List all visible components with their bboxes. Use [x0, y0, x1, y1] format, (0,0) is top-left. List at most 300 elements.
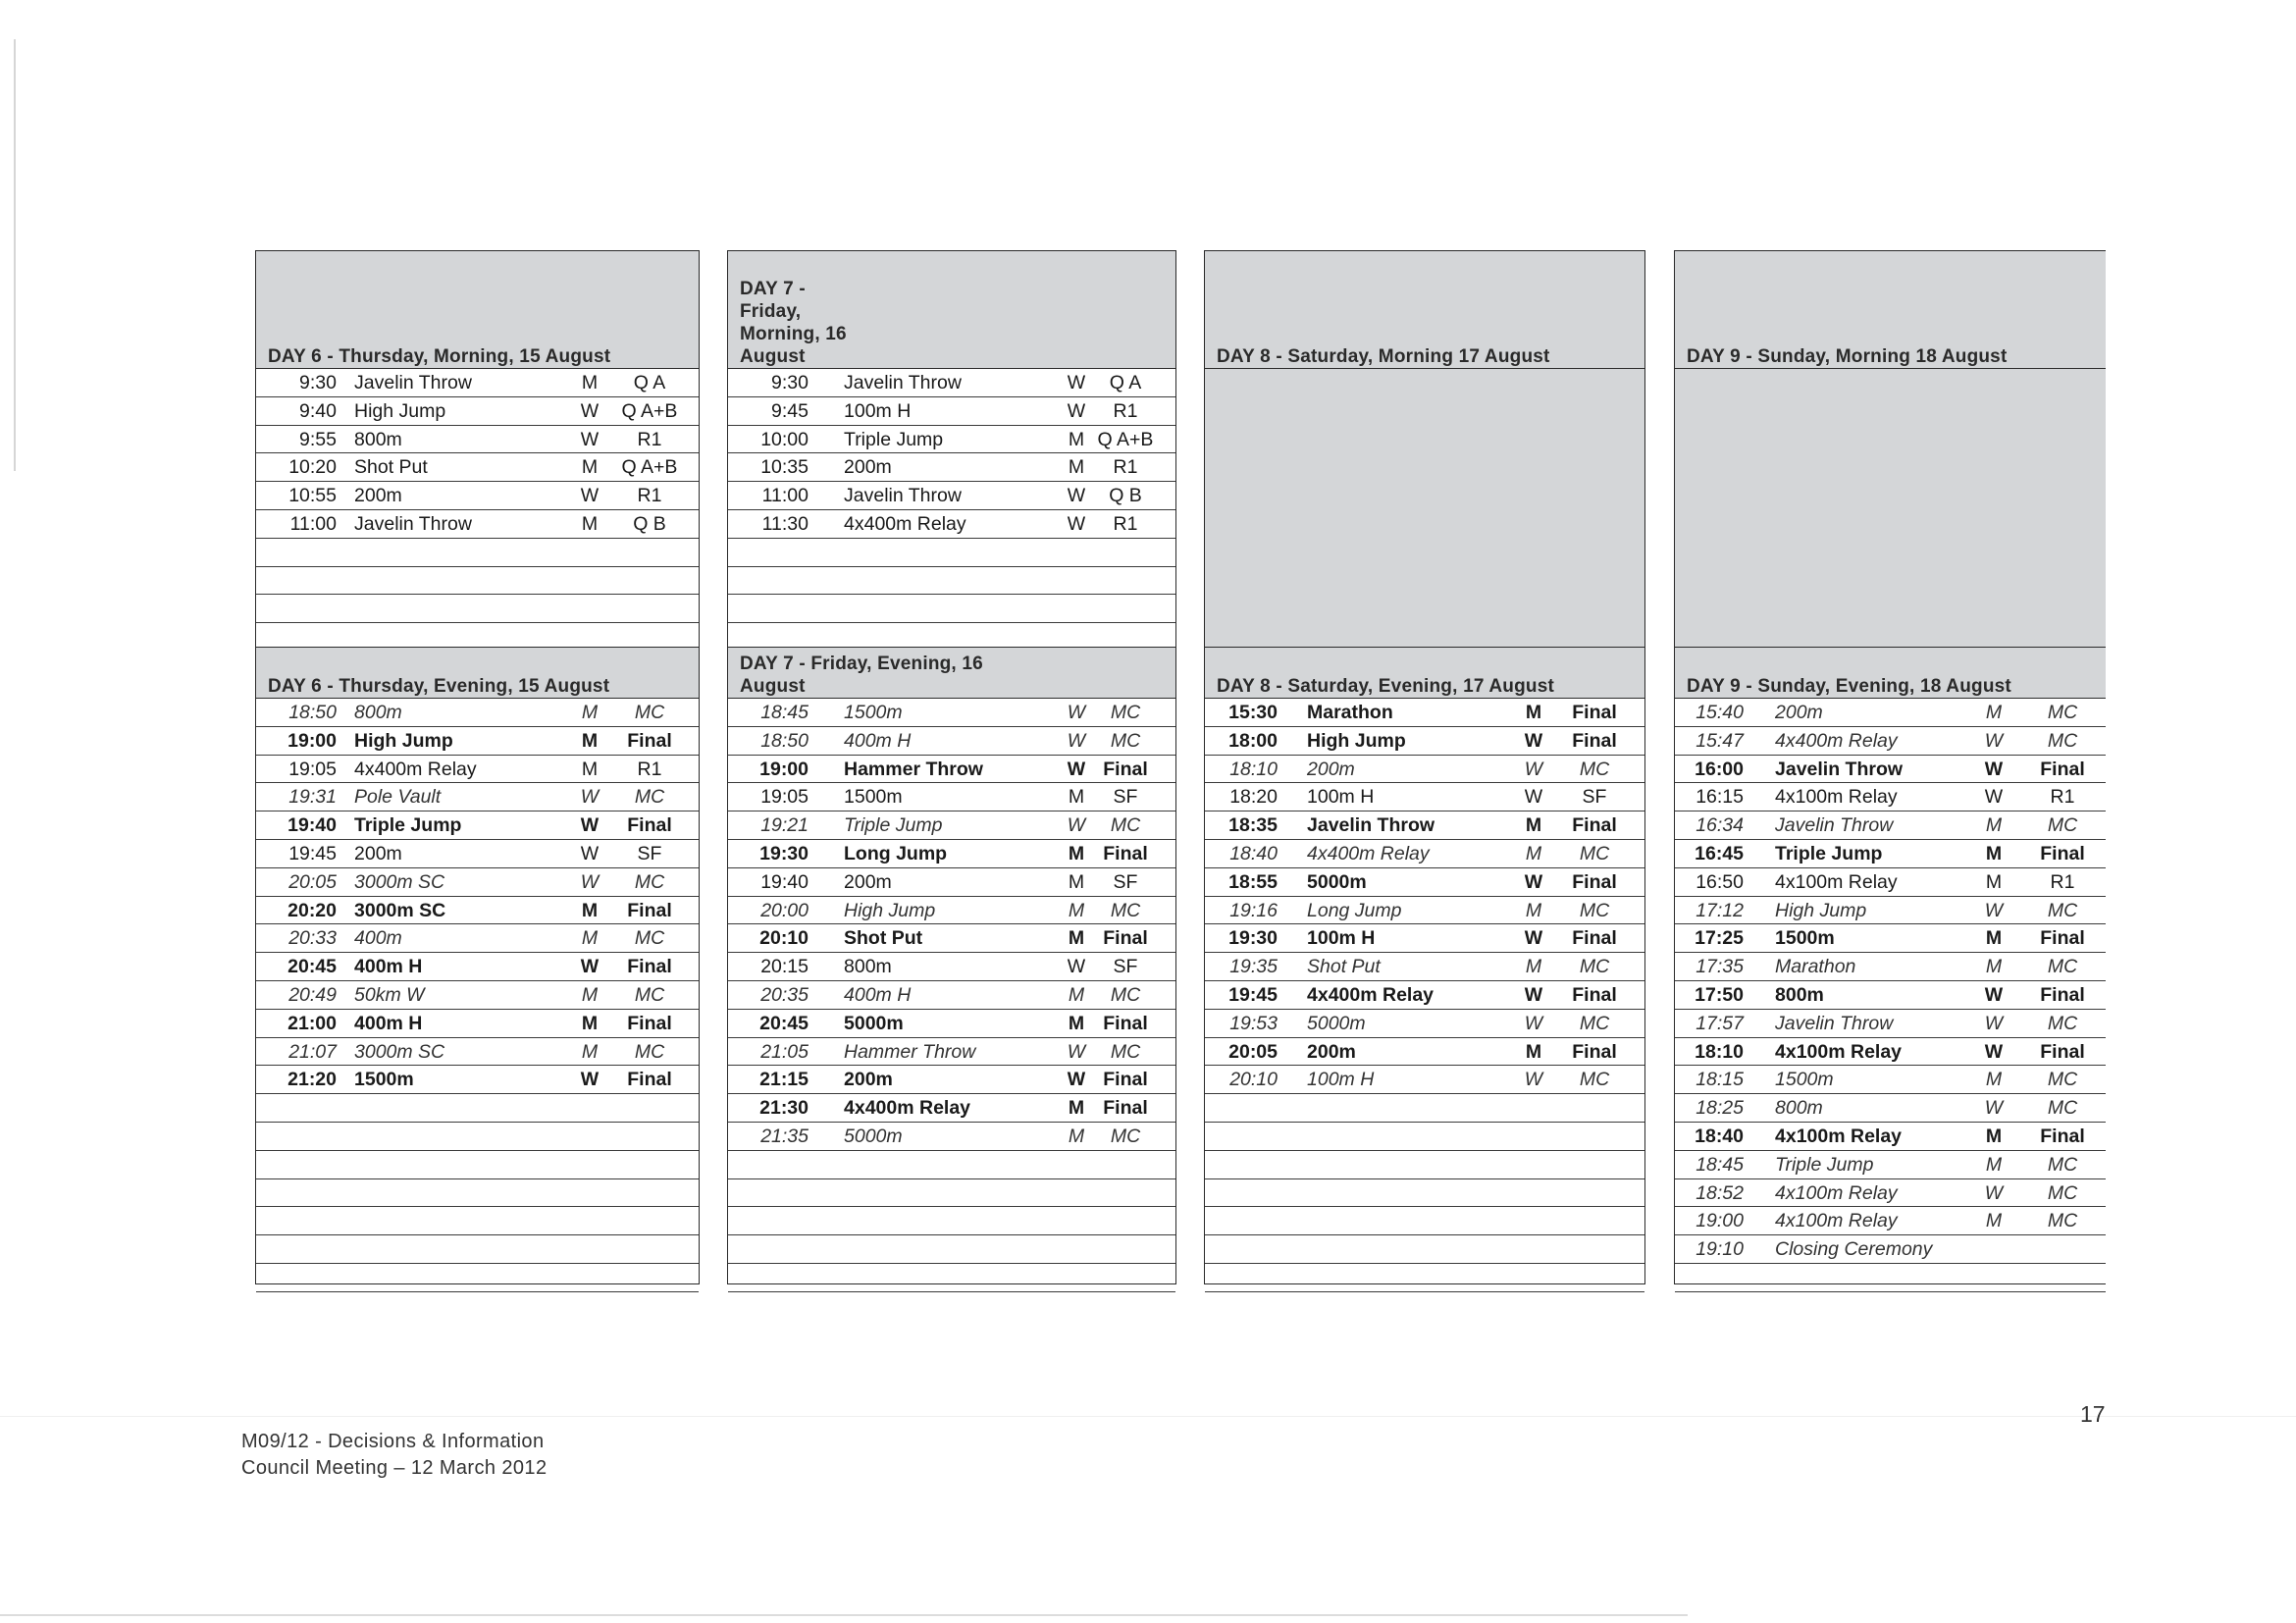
gender-cell: W	[580, 842, 600, 864]
gender-cell: M	[1068, 870, 1085, 893]
event-cell: 4x100m Relay	[1775, 1040, 1903, 1063]
table-body	[1205, 699, 1644, 1292]
gender-cell: W	[1524, 786, 1543, 809]
gender-cell: M	[581, 927, 599, 950]
gender-cell: M	[1985, 842, 2003, 864]
gender-cell: W	[580, 485, 600, 507]
table-row	[728, 426, 1175, 454]
table-header	[1675, 251, 2106, 369]
table-row	[1205, 783, 1644, 812]
round-cell: Final	[1572, 702, 1617, 723]
time-cell: 21:20	[287, 1069, 337, 1091]
event-cell: 200m	[354, 485, 402, 507]
gender-cell: W	[1067, 512, 1086, 535]
footer-meeting: Council Meeting – 12 March 2012	[241, 1457, 548, 1479]
gender-cell: M	[1525, 1040, 1542, 1063]
table-row	[256, 595, 699, 623]
round-cell: Final	[1572, 1040, 1617, 1063]
table-row	[728, 1038, 1175, 1067]
round-cell: Final	[1572, 983, 1617, 1006]
event-cell: 3000m SC	[354, 899, 446, 921]
time-cell: 19:21	[760, 814, 809, 837]
event-cell: 200m	[1307, 1040, 1356, 1063]
event-cell: 400m H	[354, 956, 423, 978]
gender-cell: M	[1068, 786, 1085, 809]
round-cell: Final	[2040, 927, 2085, 950]
table-title: DAY 8 - Saturday, Morning 17 August	[1217, 346, 1550, 367]
table-title: DAY 7 - Friday, Morning, 16 August	[740, 279, 847, 367]
gender-cell: M	[1985, 1210, 2003, 1232]
round-cell: MC	[1110, 899, 1141, 921]
round-cell: SF	[637, 842, 662, 864]
time-cell: 21:15	[759, 1069, 809, 1091]
table-row	[728, 981, 1175, 1010]
event-cell: 200m	[844, 870, 892, 893]
table-row	[256, 1066, 699, 1094]
round-cell: MC	[2047, 1210, 2078, 1232]
round-cell: Final	[2040, 1125, 2085, 1147]
time-cell: 18:20	[1229, 786, 1278, 809]
gender-cell: M	[1525, 814, 1542, 837]
time-cell: 18:50	[288, 702, 337, 723]
round-cell: Q A	[633, 372, 666, 393]
gender-cell: W	[1067, 702, 1086, 723]
time-cell: 21:00	[287, 1012, 337, 1034]
table-row	[256, 868, 699, 897]
time-cell: 19:45	[288, 842, 337, 864]
time-cell: 20:35	[760, 983, 809, 1006]
round-cell: MC	[634, 702, 665, 723]
table-body	[1675, 699, 2106, 1292]
time-cell: 20:15	[760, 956, 809, 978]
table-row	[256, 1038, 699, 1067]
table-row	[256, 699, 699, 727]
gender-cell: M	[1068, 428, 1085, 450]
event-cell: 1500m	[844, 702, 903, 723]
time-cell: 10:00	[760, 428, 809, 450]
table-row	[256, 756, 699, 784]
time-cell: 17:57	[1696, 1012, 1744, 1034]
table-row	[728, 567, 1175, 596]
time-cell: 17:25	[1695, 927, 1744, 950]
gender-cell: M	[1525, 702, 1542, 723]
round-cell: Final	[627, 899, 672, 921]
round-cell: MC	[2047, 956, 2078, 978]
table-row	[728, 783, 1175, 812]
time-cell: 18:10	[1695, 1040, 1744, 1063]
table-row	[1675, 840, 2106, 868]
round-cell: Q B	[1109, 485, 1142, 507]
time-cell: 9:45	[771, 399, 809, 422]
empty-shaded-area	[1205, 369, 1644, 651]
time-cell: 10:55	[288, 485, 337, 507]
round-cell: Final	[1103, 1069, 1148, 1091]
round-cell: Final	[627, 1012, 672, 1034]
table-row	[728, 924, 1175, 953]
time-cell: 11:30	[761, 512, 809, 535]
table-row	[1205, 1235, 1644, 1264]
day-9-morning-table	[1674, 250, 2106, 652]
event-cell: Hammer Throw	[844, 758, 983, 780]
round-cell: MC	[1110, 814, 1141, 837]
gender-cell: W	[1067, 758, 1086, 780]
table-row	[1205, 924, 1644, 953]
round-cell: Final	[1572, 729, 1617, 752]
table-row	[256, 1264, 699, 1292]
table-row	[1205, 1123, 1644, 1151]
table-row	[1205, 1094, 1644, 1123]
time-cell: 21:05	[760, 1040, 809, 1063]
gender-cell: M	[581, 512, 599, 535]
table-row	[728, 453, 1175, 482]
time-cell: 17:12	[1696, 899, 1744, 921]
time-cell: 19:30	[1228, 927, 1278, 950]
table-row	[256, 953, 699, 981]
event-cell: Triple Jump	[1775, 1153, 1874, 1176]
round-cell: Q A+B	[621, 456, 678, 479]
table-title: DAY 8 - Saturday, Evening, 17 August	[1217, 676, 1555, 697]
gender-cell: M	[1068, 1012, 1085, 1034]
table-row	[728, 595, 1175, 623]
event-cell: Shot Put	[1307, 956, 1381, 978]
event-cell: 800m	[354, 702, 402, 723]
day-7-evening-table	[727, 647, 1176, 1284]
gender-cell: W	[1984, 1040, 2004, 1063]
round-cell: MC	[1579, 1012, 1610, 1034]
event-cell: Javelin Throw	[354, 372, 472, 393]
table-row	[728, 756, 1175, 784]
table-body	[256, 369, 699, 652]
table-row	[256, 1179, 699, 1208]
time-cell: 9:55	[299, 428, 337, 450]
event-cell: 1500m	[1775, 1069, 1834, 1091]
event-cell: 800m	[1775, 1097, 1823, 1120]
event-cell: Closing Ceremony	[1775, 1238, 1933, 1261]
time-cell: 11:00	[761, 485, 809, 507]
event-cell: 400m H	[354, 1012, 423, 1034]
gender-cell: M	[1068, 899, 1085, 921]
gender-cell: M	[1068, 1097, 1085, 1120]
round-cell: Final	[2040, 842, 2085, 864]
table-row	[728, 897, 1175, 925]
event-cell: 5000m	[1307, 1012, 1366, 1034]
gender-cell: W	[1984, 786, 2004, 809]
table-row	[1205, 1264, 1644, 1292]
scan-edge-line	[14, 39, 16, 471]
time-cell: 19:00	[287, 729, 337, 752]
event-cell: 4x400m Relay	[1307, 842, 1430, 864]
round-cell: Final	[1103, 1097, 1148, 1120]
round-cell: R1	[637, 758, 662, 780]
event-cell: 400m H	[844, 983, 912, 1006]
gender-cell: W	[1067, 729, 1086, 752]
time-cell: 19:40	[287, 814, 337, 837]
time-cell: 18:40	[1229, 842, 1278, 864]
table-header	[728, 648, 1175, 699]
round-cell: Final	[1103, 758, 1148, 780]
round-cell: MC	[1579, 956, 1610, 978]
event-cell: Triple Jump	[354, 814, 462, 837]
table-header	[1205, 648, 1644, 699]
table-row	[256, 482, 699, 510]
event-cell: 100m H	[1307, 1069, 1375, 1091]
gender-cell: W	[1524, 1069, 1543, 1091]
event-cell: 100m H	[1307, 786, 1375, 809]
time-cell: 19:05	[760, 786, 809, 809]
table-row	[256, 510, 699, 539]
time-cell: 20:33	[288, 927, 337, 950]
round-cell: MC	[1110, 983, 1141, 1006]
table-row	[728, 1179, 1175, 1208]
time-cell: 19:00	[1696, 1210, 1744, 1232]
table-row	[1205, 727, 1644, 756]
gender-cell: W	[1067, 814, 1086, 837]
event-cell: 200m	[1775, 702, 1823, 723]
time-cell: 19:53	[1229, 1012, 1278, 1034]
table-row	[1205, 840, 1644, 868]
gender-cell: W	[1524, 729, 1543, 752]
gender-cell: M	[581, 702, 599, 723]
event-cell: 3000m SC	[354, 870, 445, 893]
time-cell: 18:15	[1696, 1069, 1744, 1091]
event-cell: Triple Jump	[1775, 842, 1883, 864]
table-row	[1675, 699, 2106, 727]
event-cell: Shot Put	[844, 927, 923, 950]
gender-cell: M	[581, 1012, 599, 1034]
time-cell: 15:47	[1696, 729, 1744, 752]
table-row	[1675, 1123, 2106, 1151]
time-cell: 18:00	[1228, 729, 1278, 752]
table-row	[1205, 897, 1644, 925]
footer-reference: M09/12 - Decisions & Information	[241, 1431, 545, 1452]
round-cell: MC	[1110, 702, 1141, 723]
table-row	[728, 510, 1175, 539]
table-header	[1205, 251, 1644, 369]
time-cell: 19:40	[760, 870, 809, 893]
time-cell: 20:20	[287, 899, 337, 921]
event-cell: Marathon	[1307, 702, 1393, 723]
table-title: DAY 6 - Thursday, Morning, 15 August	[268, 346, 611, 367]
table-row	[1675, 812, 2106, 840]
event-cell: Javelin Throw	[844, 485, 962, 507]
time-cell: 18:45	[760, 702, 809, 723]
table-row	[1205, 812, 1644, 840]
table-row	[256, 783, 699, 812]
event-cell: Javelin Throw	[1775, 758, 1904, 780]
time-cell: 18:50	[760, 729, 809, 752]
event-cell: 1500m	[354, 1069, 414, 1091]
time-cell: 15:30	[1228, 702, 1278, 723]
event-cell: 400m	[354, 927, 402, 950]
table-row	[256, 1207, 699, 1235]
round-cell: Final	[1103, 842, 1148, 864]
time-cell: 20:49	[288, 983, 337, 1006]
round-cell: MC	[1579, 758, 1610, 780]
time-cell: 21:07	[288, 1040, 337, 1063]
round-cell: Final	[1572, 814, 1617, 837]
event-cell: Hammer Throw	[844, 1040, 976, 1063]
event-cell: 400m H	[844, 729, 912, 752]
table-row	[1675, 783, 2106, 812]
event-cell: Javelin Throw	[354, 512, 472, 535]
gender-cell: M	[1068, 927, 1085, 950]
round-cell: R1	[637, 428, 662, 450]
time-cell: 19:45	[1228, 983, 1278, 1006]
event-cell: 5000m	[844, 1012, 904, 1034]
gender-cell: M	[581, 729, 599, 752]
table-row	[256, 924, 699, 953]
table-row	[728, 369, 1175, 397]
table-header	[728, 251, 1175, 369]
round-cell: MC	[634, 983, 665, 1006]
time-cell: 19:31	[288, 786, 337, 809]
event-cell: 4x400m Relay	[354, 758, 477, 780]
time-cell: 20:10	[759, 927, 809, 950]
gender-cell: M	[1985, 956, 2003, 978]
gender-cell: M	[581, 983, 599, 1006]
gender-cell: M	[1525, 842, 1542, 864]
table-row	[1675, 1038, 2106, 1067]
event-cell: Pole Vault	[354, 786, 442, 809]
day-9-evening-table	[1674, 647, 2106, 1284]
gender-cell: M	[1068, 456, 1085, 479]
event-cell: 200m	[1307, 758, 1355, 780]
round-cell: MC	[2047, 1097, 2078, 1120]
gender-cell: M	[1525, 956, 1542, 978]
table-row	[728, 1094, 1175, 1123]
table-header	[256, 251, 699, 369]
time-cell: 18:55	[1228, 870, 1278, 893]
table-row	[1675, 868, 2106, 897]
gender-cell: M	[1525, 899, 1542, 921]
table-row	[1205, 868, 1644, 897]
gender-cell: W	[1067, 1069, 1086, 1091]
event-cell: 4x100m Relay	[1775, 870, 1898, 893]
time-cell: 11:00	[289, 512, 337, 535]
table-title: DAY 9 - Sunday, Evening, 18 August	[1687, 676, 2011, 697]
round-cell: MC	[1110, 1040, 1141, 1063]
gender-cell: W	[580, 956, 600, 978]
table-row	[728, 727, 1175, 756]
event-cell: Long Jump	[1307, 899, 1402, 921]
gender-cell: W	[1984, 758, 2004, 780]
gender-cell: W	[1524, 758, 1543, 780]
time-cell: 18:25	[1696, 1097, 1744, 1120]
table-row	[256, 812, 699, 840]
gender-cell: W	[1524, 983, 1543, 1006]
gender-cell: M	[1985, 814, 2003, 837]
day-7-morning-table	[727, 250, 1176, 652]
gender-cell: M	[1068, 842, 1085, 864]
table-header	[1675, 648, 2106, 699]
time-cell: 19:16	[1229, 899, 1278, 921]
table-row	[256, 426, 699, 454]
gender-cell: W	[1067, 956, 1086, 978]
table-row	[256, 453, 699, 482]
table-row	[1205, 1066, 1644, 1094]
event-cell: 4x400m Relay	[1775, 729, 1898, 752]
table-row	[728, 1066, 1175, 1094]
table-title: DAY 7 - Friday, Evening, 16 August	[740, 654, 983, 697]
time-cell: 19:00	[759, 758, 809, 780]
table-row	[728, 539, 1175, 567]
table-row	[728, 812, 1175, 840]
table-row	[256, 897, 699, 925]
time-cell: 16:15	[1696, 786, 1744, 809]
round-cell: R1	[1113, 399, 1138, 422]
event-cell: Long Jump	[844, 842, 948, 864]
table-row	[1675, 1010, 2106, 1038]
time-cell: 17:35	[1696, 956, 1744, 978]
round-cell: MC	[634, 870, 665, 893]
round-cell: MC	[2047, 1153, 2078, 1176]
gender-cell: W	[1984, 983, 2004, 1006]
time-cell: 21:30	[759, 1097, 809, 1120]
round-cell: SF	[1582, 786, 1607, 809]
time-cell: 16:45	[1695, 842, 1744, 864]
gender-cell: W	[1067, 399, 1086, 422]
event-cell: 4x100m Relay	[1775, 1210, 1898, 1232]
gender-cell: M	[581, 372, 599, 393]
event-cell: Javelin Throw	[1775, 1012, 1894, 1034]
round-cell: R1	[2050, 870, 2075, 893]
table-title: DAY 9 - Sunday, Morning 18 August	[1687, 346, 2008, 367]
event-cell: 4x100m Relay	[1775, 1181, 1898, 1204]
event-cell: 200m	[844, 456, 892, 479]
time-cell: 9:30	[771, 372, 809, 393]
table-row	[1675, 1094, 2106, 1123]
event-cell: Marathon	[1775, 956, 1856, 978]
round-cell: SF	[1113, 870, 1138, 893]
table-row	[728, 397, 1175, 426]
gender-cell: W	[1984, 1012, 2004, 1034]
event-cell: 5000m	[844, 1125, 903, 1147]
time-cell: 19:05	[288, 758, 337, 780]
round-cell: Final	[1572, 870, 1617, 893]
event-cell: High Jump	[354, 399, 446, 422]
round-cell: MC	[2047, 1181, 2078, 1204]
event-cell: Triple Jump	[844, 428, 944, 450]
round-cell: MC	[2047, 702, 2078, 723]
time-cell: 16:34	[1696, 814, 1744, 837]
gender-cell: W	[1067, 372, 1086, 393]
round-cell: MC	[2047, 1012, 2078, 1034]
gender-cell: W	[580, 428, 600, 450]
round-cell: MC	[2047, 729, 2078, 752]
event-cell: 200m	[844, 1069, 893, 1091]
gender-cell: M	[581, 899, 599, 921]
table-row	[1205, 699, 1644, 727]
round-cell: MC	[1579, 899, 1610, 921]
table-row	[256, 981, 699, 1010]
table-row	[256, 539, 699, 567]
event-cell: 1500m	[844, 786, 903, 809]
event-cell: 800m	[354, 428, 402, 450]
gender-cell: W	[1524, 927, 1543, 950]
time-cell: 18:45	[1696, 1153, 1744, 1176]
table-row	[728, 699, 1175, 727]
time-cell: 19:35	[1229, 956, 1278, 978]
round-cell: Final	[1103, 927, 1148, 950]
round-cell: MC	[2047, 899, 2078, 921]
event-cell: Javelin Throw	[1307, 814, 1435, 837]
event-cell: 5000m	[1307, 870, 1367, 893]
table-row	[256, 1094, 699, 1123]
table-row	[1675, 1179, 2106, 1208]
time-cell: 18:35	[1228, 814, 1278, 837]
event-cell: Shot Put	[354, 456, 428, 479]
time-cell: 19:30	[759, 842, 809, 864]
